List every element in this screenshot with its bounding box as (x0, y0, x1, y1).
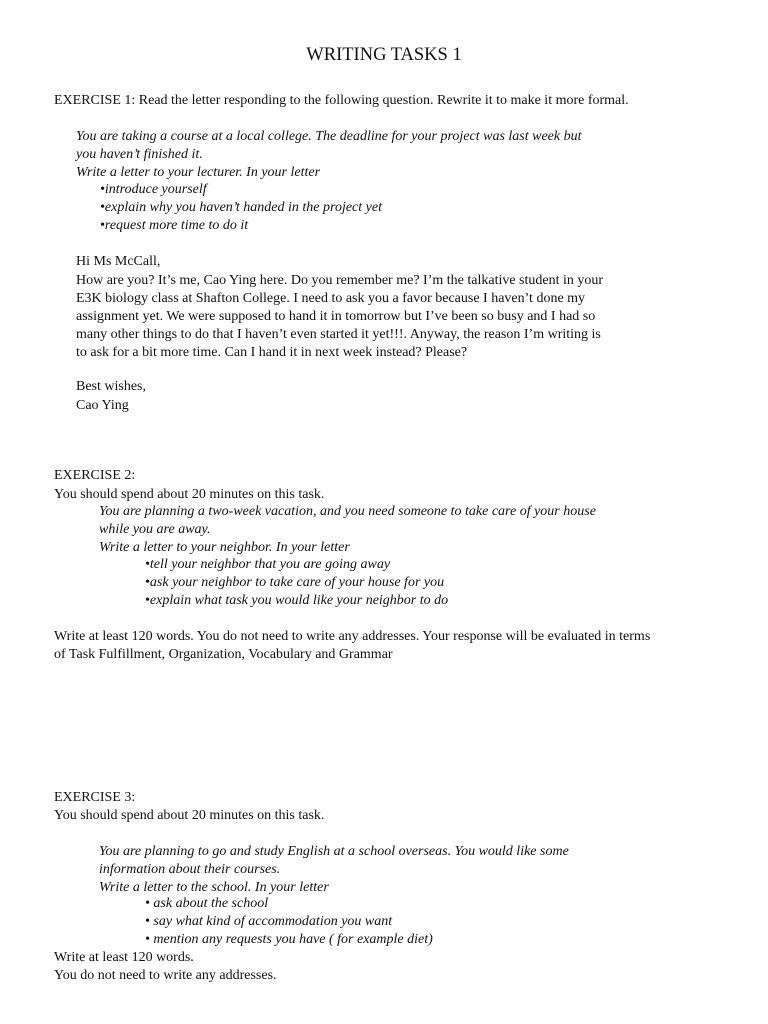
letter-line: assignment yet. We were supposed to hand it in tomorrow but I’ve been so busy and I had so (76, 309, 596, 324)
exercise-3-instructions (54, 949, 277, 985)
letter-line: many other things to do that I haven’t even started it yet!!!. Anyway, the reason I’m writing is (76, 327, 601, 342)
exercise-2-instructions (54, 628, 650, 664)
bullet-item: •explain what task you would like your neighbor to do (145, 593, 449, 608)
instruction-line: You do not need to write any addresses. (54, 968, 277, 983)
letter-closing: Best wishes, (76, 379, 146, 394)
prompt-line: You are taking a course at a local college. The deadline for your project was last week but (76, 129, 582, 144)
exercise-3-heading: EXERCISE 3: (54, 790, 136, 805)
bullet-item: •request more time to do it (100, 218, 249, 233)
instruction-line: of Task Fulfillment, Organization, Vocabulary and Grammar (54, 647, 393, 662)
prompt-line: while you are away. (99, 522, 211, 537)
prompt-line: you haven’t finished it. (76, 147, 203, 162)
prompt-line: You are planning a two-week vacation, and you need someone to take care of your house (99, 504, 596, 519)
prompt-line: Write a letter to the school. In your letter (99, 880, 329, 895)
bullet-item: • mention any requests you have ( for example diet) (145, 932, 433, 947)
exercise-2-prompt (99, 503, 596, 557)
letter-line: How are you? It’s me, Cao Ying here. Do you remember me? I’m the talkative student in your (76, 273, 604, 288)
letter-greeting: Hi Ms McCall, (76, 254, 161, 269)
letter-line: E3K biology class at Shafton College. I need to ask you a favor because I haven’t done my (76, 291, 586, 306)
bullet-item: •explain why you haven’t handed in the project yet (100, 200, 382, 215)
bullet-item: •tell your neighbor that you are going away (145, 557, 391, 572)
letter-signature: Cao Ying (76, 398, 129, 413)
bullet-item: • ask about the school (145, 896, 269, 911)
exercise-1-bullets (100, 181, 382, 235)
exercise-3-time: You should spend about 20 minutes on this task. (54, 808, 325, 823)
exercise-3-bullets (145, 895, 433, 949)
instruction-line: Write at least 120 words. You do not need to write any addresses. Your response will be evaluated in terms (54, 629, 651, 644)
exercise-1-prompt (76, 128, 582, 182)
letter-body (76, 272, 603, 362)
page-title: WRITING TASKS 1 (306, 45, 462, 65)
bullet-item: •ask your neighbor to take care of your house for you (145, 575, 445, 590)
bullet-item: • say what kind of accommodation you want (145, 914, 393, 929)
exercise-2-time: You should spend about 20 minutes on this task. (54, 487, 325, 502)
bullet-item: •introduce yourself (100, 182, 207, 197)
letter-line: to ask for a bit more time. Can I hand it in next week instead? Please? (76, 345, 468, 360)
instruction-line: Write at least 120 words. (54, 950, 194, 965)
exercise-2-bullets (145, 556, 448, 610)
prompt-line: Write a letter to your lecturer. In your letter (76, 165, 321, 180)
prompt-line: You are planning to go and study English at a school overseas. You would like some (99, 844, 569, 859)
prompt-line: information about their courses. (99, 862, 281, 877)
exercise-2-heading: EXERCISE 2: (54, 468, 136, 483)
prompt-line: Write a letter to your neighbor. In your letter (99, 540, 350, 555)
exercise-1-heading: EXERCISE 1: Read the letter responding to the following question. Rewrite it to make it more formal. (54, 93, 629, 108)
exercise-3-prompt (99, 843, 569, 897)
